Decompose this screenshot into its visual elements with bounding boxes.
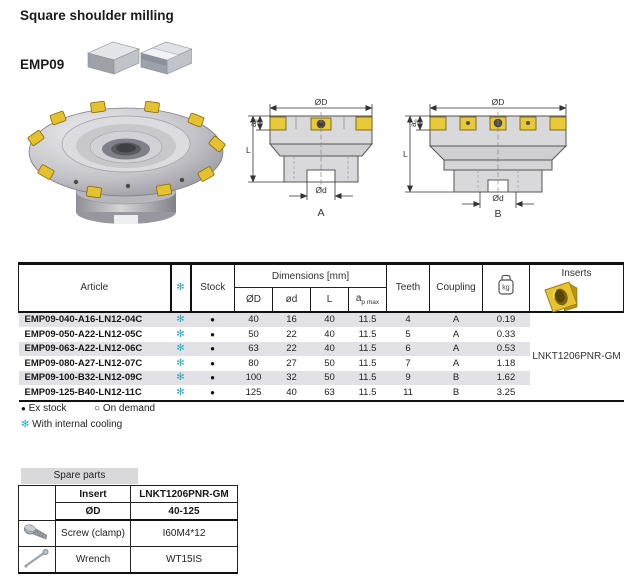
article-cell: EMP09-080-A27-LN12-07C — [24, 357, 143, 369]
coupling-cell: A — [430, 312, 483, 328]
stock-cell — [191, 327, 235, 342]
cutter-photo — [24, 94, 230, 228]
od-cell: 125 — [245, 386, 262, 398]
spare-od-label: ØD — [56, 503, 131, 521]
l-cell: 40 — [311, 342, 349, 357]
cooling-icon: ✻ — [176, 282, 185, 294]
ex-stock-dot: ● — [210, 358, 215, 368]
cooling-icon: ✻ — [176, 328, 185, 340]
on-demand-circle: ○ — [93, 403, 101, 414]
d-cell: 16 — [273, 312, 311, 328]
insert-icon — [540, 279, 582, 313]
drawing-b — [402, 96, 594, 220]
stock-cell — [191, 385, 235, 401]
svg-text:kg: kg — [502, 284, 510, 292]
article-cell: EMP09-125-B40-LN12-11C — [24, 386, 142, 398]
ap-cell: 11.5 — [358, 328, 377, 340]
weight-cell: 1.62 — [483, 371, 530, 386]
article-cell: EMP09-100-B32-LN12-09C — [19, 371, 171, 386]
drawing-a — [244, 96, 394, 220]
col-header-article: Article — [19, 264, 171, 312]
spare-icon-cell — [19, 546, 56, 573]
od-cell: 80 — [248, 357, 259, 369]
page-title: Square shoulder milling — [20, 8, 174, 23]
cooling-icon: ✻ — [176, 372, 185, 384]
view-b-label: B — [494, 208, 502, 220]
l-cell: 50 — [324, 357, 335, 369]
spare-insert-value: LNKT1206PNR-GM — [131, 486, 238, 503]
d-cell: 40 — [286, 386, 297, 398]
weight-cell: 0.33 — [496, 328, 516, 340]
ap-cell: 11.5 — [358, 357, 377, 369]
col-header-l: L — [311, 288, 349, 312]
teeth-cell: 11 — [403, 386, 413, 398]
dim-d-label-b: Ød — [492, 193, 504, 203]
drawing-a-body — [270, 112, 372, 194]
table-row — [19, 312, 624, 328]
od-cell: 50 — [248, 328, 259, 340]
stock-cell — [191, 312, 235, 328]
col-header-stock: Stock — [191, 264, 235, 312]
od-cell: 63 — [235, 342, 273, 357]
dim-ap-label-a: ap — [249, 119, 260, 127]
dim-od-label-b: ØD — [491, 97, 505, 107]
cooling-cell — [171, 356, 191, 371]
kg-weight-icon — [496, 274, 516, 298]
spare-screw-label: Screw (clamp) — [56, 520, 131, 546]
spare-insert-label: Insert — [56, 486, 131, 503]
insert-name-cell: LNKT1206PNR-GM — [530, 312, 624, 401]
insert-block-plain — [88, 42, 139, 74]
l-cell: 40 — [311, 312, 349, 328]
insert-block-grooved — [141, 42, 192, 74]
spare-row-insert — [19, 486, 238, 503]
weight-cell: 3.25 — [496, 386, 516, 398]
article-cell: EMP09-050-A22-LN12-05C — [24, 328, 143, 340]
stock-cell — [191, 371, 235, 386]
d-cell: 22 — [286, 328, 297, 340]
ex-stock-dot: ● — [210, 373, 215, 383]
ex-stock-dot: ● — [21, 404, 26, 413]
product-table — [18, 262, 624, 402]
ex-stock-dot: ● — [210, 329, 215, 339]
col-header-apmax: $a_{p max}$ — [349, 288, 387, 312]
coupling-cell: A — [430, 342, 483, 357]
ex-stock-dot: ● — [210, 387, 215, 397]
spare-row-wrench — [19, 546, 238, 573]
dim-ap-label-b: ap — [409, 119, 420, 127]
cooling-icon: ✻ — [176, 314, 185, 326]
cooling-icon: ✻ — [176, 357, 185, 369]
col-header-od: ØD — [235, 288, 273, 312]
l-cell: 50 — [311, 371, 349, 386]
teeth-cell: 5 — [405, 328, 411, 340]
dim-l-label-b: L — [403, 149, 408, 159]
spare-icon-cell — [19, 486, 56, 521]
article-cell: EMP09-040-A16-LN12-04C — [19, 312, 171, 328]
d-cell: 27 — [286, 357, 297, 369]
cooling-cell — [171, 312, 191, 328]
cooling-cell — [171, 385, 191, 401]
cooling-cell — [171, 327, 191, 342]
col-header-inserts: Inserts — [530, 264, 624, 312]
d-cell: 22 — [273, 342, 311, 357]
ex-stock-dot: ● — [210, 315, 215, 325]
view-a-label: A — [317, 207, 325, 219]
coupling-cell: A — [452, 357, 460, 369]
cooling-icon: ✻ — [176, 386, 185, 398]
spare-icon-cell — [19, 520, 56, 546]
cooling-icon: ✻ — [21, 419, 30, 430]
d-cell: 32 — [273, 371, 311, 386]
insert-blocks-image — [80, 36, 192, 80]
ap-cell: 11.5 — [349, 312, 387, 328]
spare-wrench-label: Wrench — [56, 546, 131, 573]
weight-cell: 0.53 — [483, 342, 530, 357]
teeth-cell: 6 — [387, 342, 430, 357]
spare-parts-table — [18, 485, 238, 574]
od-cell: 40 — [235, 312, 273, 328]
stock-cell — [191, 356, 235, 371]
col-header-teeth: Teeth — [387, 264, 430, 312]
stock-legend — [21, 403, 155, 414]
drawing-b-body — [430, 112, 566, 200]
ex-stock-dot: ● — [210, 344, 215, 354]
weight-cell: 0.19 — [483, 312, 530, 328]
l-cell: 63 — [324, 386, 335, 398]
col-header-weight — [483, 264, 530, 312]
spare-wrench-value: WT15IS — [131, 546, 238, 573]
article-cell: EMP09-063-A22-LN12-06C — [19, 342, 171, 357]
spare-od-value: 40-125 — [131, 503, 238, 521]
dim-od-label-a: ØD — [314, 97, 328, 107]
spare-parts-title: Spare parts — [21, 468, 138, 484]
cooling-cell — [171, 342, 191, 357]
col-header-dimensions: Dimensions [mm] — [235, 264, 387, 288]
col-header-coupling: Coupling — [430, 264, 483, 312]
od-cell: 100 — [235, 371, 273, 386]
teeth-cell: 7 — [405, 357, 411, 369]
ap-cell: 11.5 — [358, 386, 377, 398]
cooling-icon: ✻ — [176, 343, 185, 355]
dim-l-label-a: L — [246, 145, 251, 155]
spare-screw-value: I60M4*12 — [131, 520, 238, 546]
spare-row-screw — [19, 520, 238, 546]
coupling-cell: B — [452, 386, 460, 398]
stock-cell — [191, 342, 235, 357]
cooling-cell — [171, 371, 191, 386]
cooling-label: With internal cooling — [32, 419, 123, 430]
ex-stock-label: Ex stock — [28, 403, 67, 414]
ap-cell: 11.5 — [349, 342, 387, 357]
teeth-cell: 9 — [387, 371, 430, 386]
ap-cell: 11.5 — [349, 371, 387, 386]
screw-icon — [22, 521, 52, 543]
coupling-cell: A — [452, 328, 460, 340]
weight-cell: 1.18 — [496, 357, 516, 369]
on-demand-label: On demand — [102, 403, 156, 414]
model-label: EMP09 — [20, 57, 65, 72]
teeth-cell: 4 — [387, 312, 430, 328]
col-header-cooling — [171, 264, 191, 312]
cooling-legend — [21, 419, 122, 430]
dim-d-label-a: Ød — [315, 185, 327, 195]
l-cell: 40 — [324, 328, 335, 340]
wrench-icon — [22, 547, 52, 569]
col-header-d: ød — [273, 288, 311, 312]
coupling-cell: B — [430, 371, 483, 386]
